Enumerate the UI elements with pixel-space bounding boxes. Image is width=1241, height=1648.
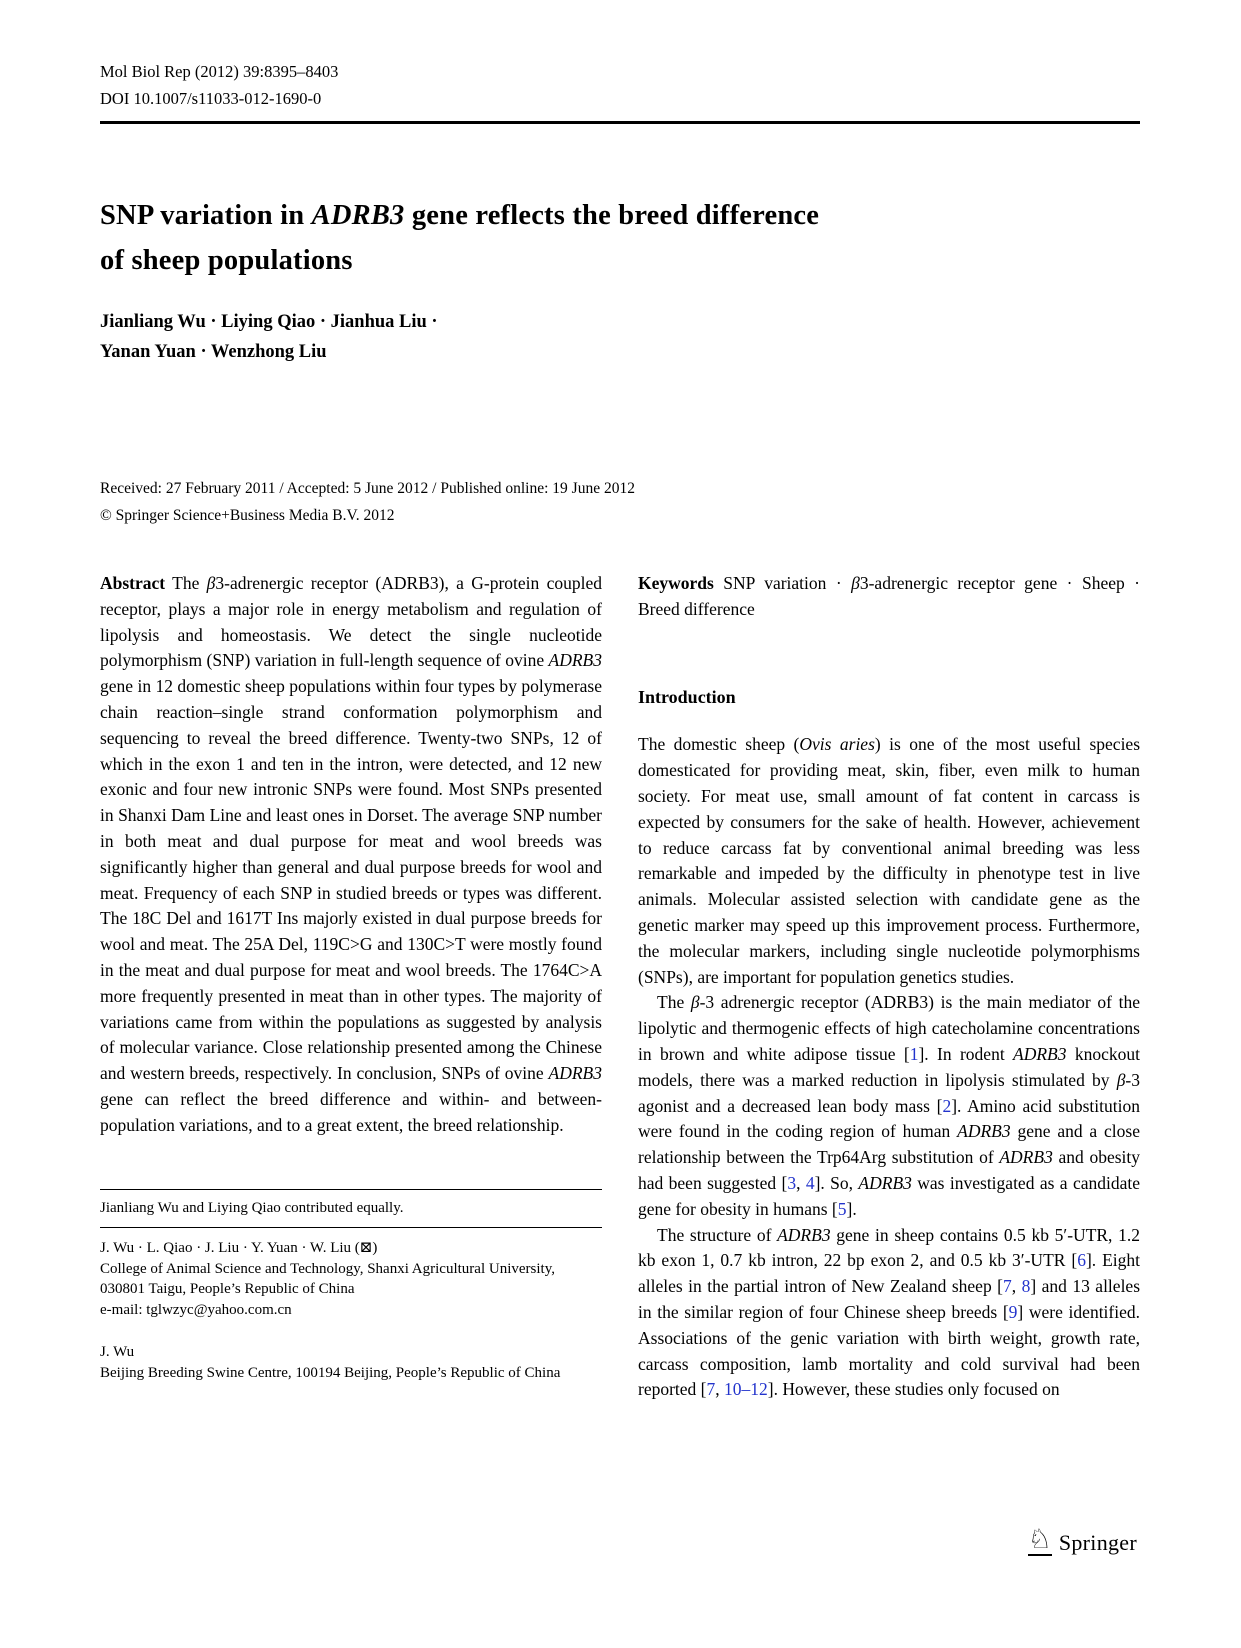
two-column-body [100,571,1140,1403]
correspondence-authors [100,1238,602,1259]
citation-ref[interactable]: 6 [1077,1250,1086,1271]
citation-ref[interactable]: 2 [942,1095,952,1116]
citation-ref[interactable]: 1 [909,1043,919,1064]
citation-ref[interactable]: 10–12 [724,1379,768,1400]
author-list-line2: Yanan Yuan · Wenzhong Liu [100,342,327,362]
affiliation-2-author: J. Wu [100,1344,135,1361]
introduction-heading: Introduction [638,686,736,707]
citation-ref[interactable]: 4 [805,1172,815,1193]
affiliation-2: Beijing Breeding Swine Centre, 100194 Beijing, People’s Republic of China [100,1364,561,1381]
citation-ref[interactable]: 5 [837,1198,847,1219]
email-envelope-icon: ⊠ [359,1240,373,1257]
article-title-line1: SNP variation in ADRB3 gene reflects the breed difference [100,200,820,231]
header-divider [100,121,1140,124]
journal-citation: Mol Biol Rep (2012) 39:8395–8403 [100,62,339,81]
author-list [100,307,1140,367]
correspondence-block [100,1238,602,1320]
affiliation-1: College of Animal Science and Technology, Shanxi Agricultural University, 030801 Taigu, People’s Republic of China [100,1260,555,1298]
springer-logo [1028,1526,1137,1556]
article-title-line2: of sheep populations [100,245,353,276]
doi-line: DOI 10.1007/s11033-012-1690-0 [100,89,322,108]
correspondence-authors-text: J. Wu · L. Qiao · J. Liu · Y. Yuan · W. Liu ( [100,1240,360,1257]
page-header [100,58,1140,112]
footnote-divider-top [100,1189,602,1190]
author-list-line1: Jianliang Wu · Liying Qiao · Jianhua Liu · [100,312,438,332]
springer-wordmark: Springer [1058,1530,1137,1555]
received-accepted-line: Received: 27 February 2011 / Accepted: 5 June 2012 / Published online: 19 June 2012 [100,480,635,497]
publication-history [100,475,1140,529]
introduction-paragraph-1: The domestic sheep (Ovis aries) is one of the most useful species domesticated for providing meat, skin, fiber, even milk to human society. For meat use, small amount of fat content in carcass is expected by consumers for the sake of health. However, achievement to reduce carcass fat by conventional animal breeding was less remarkable and impeded by the difficulty in phenotype test in live animals. Molecular assisted selection with candidate gene as the genetic marker may speed up this improvement process. Furthermore, the molecular markers, including single nucleotide polymorphisms (SNPs), are important for population genetics studies. [638,734,1141,987]
keywords-paragraph: Keywords SNP variation · β3-adrenergic receptor gene · Sheep · Breed difference [638,573,1141,619]
footnote-block [100,1189,602,1384]
footnote-divider-bottom [100,1227,602,1228]
right-column [638,571,1140,1403]
correspondence-authors-close: ) [372,1240,378,1257]
email-link[interactable]: e-mail: tglwzyc@yahoo.com.cn [100,1301,292,1318]
equal-contribution-note: Jianliang Wu and Liying Qiao contributed equally. [100,1199,404,1216]
left-column [100,571,602,1403]
introduction-paragraph-2: The β-3 adrenergic receptor (ADRB3) is the main mediator of the lipolytic and thermogenic effects of high catecholamine concentrations in brown and white adipose tissue [1]. In rodent ADRB3 knockout models, there was a marked reduction in lipolysis stimulated by β-3 agonist and a decreased lean body mass [2]. Amino acid substitution were found in the coding region of human ADRB3 gene and a close relationship between the Trp64Arg substitution of ADRB3 and obesity had been suggested [3, 4]. So, ADRB3 was investigated as a candidate gene for obesity in humans [5]. [638,992,1140,1219]
article-title [100,193,1140,283]
introduction-paragraph-3: The structure of ADRB3 gene in sheep contains 0.5 kb 5′-UTR, 1.2 kb exon 1, 0.7 kb intron, 22 bp exon 2, and 0.5 kb 3′-UTR [6]. Eight alleles in the partial intron of New Zealand sheep [7, 8] and 13 alleles in the similar region of four Chinese sheep breeds [9] were identified. Associations of the genic variation with birth weight, growth rate, carcass composition, lamb mortality and cold survival had been reported [7, 10–12]. However, these studies only focused on [638,1224,1141,1400]
citation-ref[interactable]: 7 [1002,1276,1012,1297]
citation-ref[interactable]: 3 [787,1172,797,1193]
springer-knight-icon: ♘ [1027,1524,1052,1555]
citation-ref[interactable]: 7 [706,1379,716,1400]
citation-ref[interactable]: 9 [1008,1301,1018,1322]
second-affiliation-block [100,1342,602,1383]
citation-ref[interactable]: 8 [1021,1276,1031,1297]
abstract-paragraph: Abstract The β3-adrenergic receptor (ADRB3), a G-protein coupled receptor, plays a major role in energy metabolism and regulation of lipolysis and homeostasis. We detect the single nucleotide polymorphism (SNP) variation in full-length sequence of ovine ADRB3 gene in 12 domestic sheep populations within four types by polymerase chain reaction–single strand conformation polymorphism and sequencing to reveal the breed difference. Twenty-two SNPs, 12 of which in the exon 1 and ten in the intron, were detected, and 12 new exonic and four new intronic SNPs were found. Most SNPs presented in Shanxi Dam Line and least ones in Dorset. The average SNP number in both meat and dual purpose for meat and wool breeds was significantly higher than general and dual purpose breeds for wool and meat. Frequency of each SNP in studied breeds or types was different. The 18C Del and 1617T Ins majorly existed in dual purpose breeds for wool and meat. The 25A Del, 119C>G and 130C>T were mostly found in the meat and dual purpose for meat and wool breeds. The 1764C>A more frequently presented in meat than in other types. The majority of variations came from within the populations as suggested by analysis of molecular variance. Close relationship presented among the Chinese and western breeds, respectively. In conclusion, SNPs of ovine ADRB3 gene can reflect the breed difference and within- and between-population variations, and to a great extent, the breed relationship. [100,573,602,1135]
copyright-line: © Springer Science+Business Media B.V. 2012 [100,507,395,524]
